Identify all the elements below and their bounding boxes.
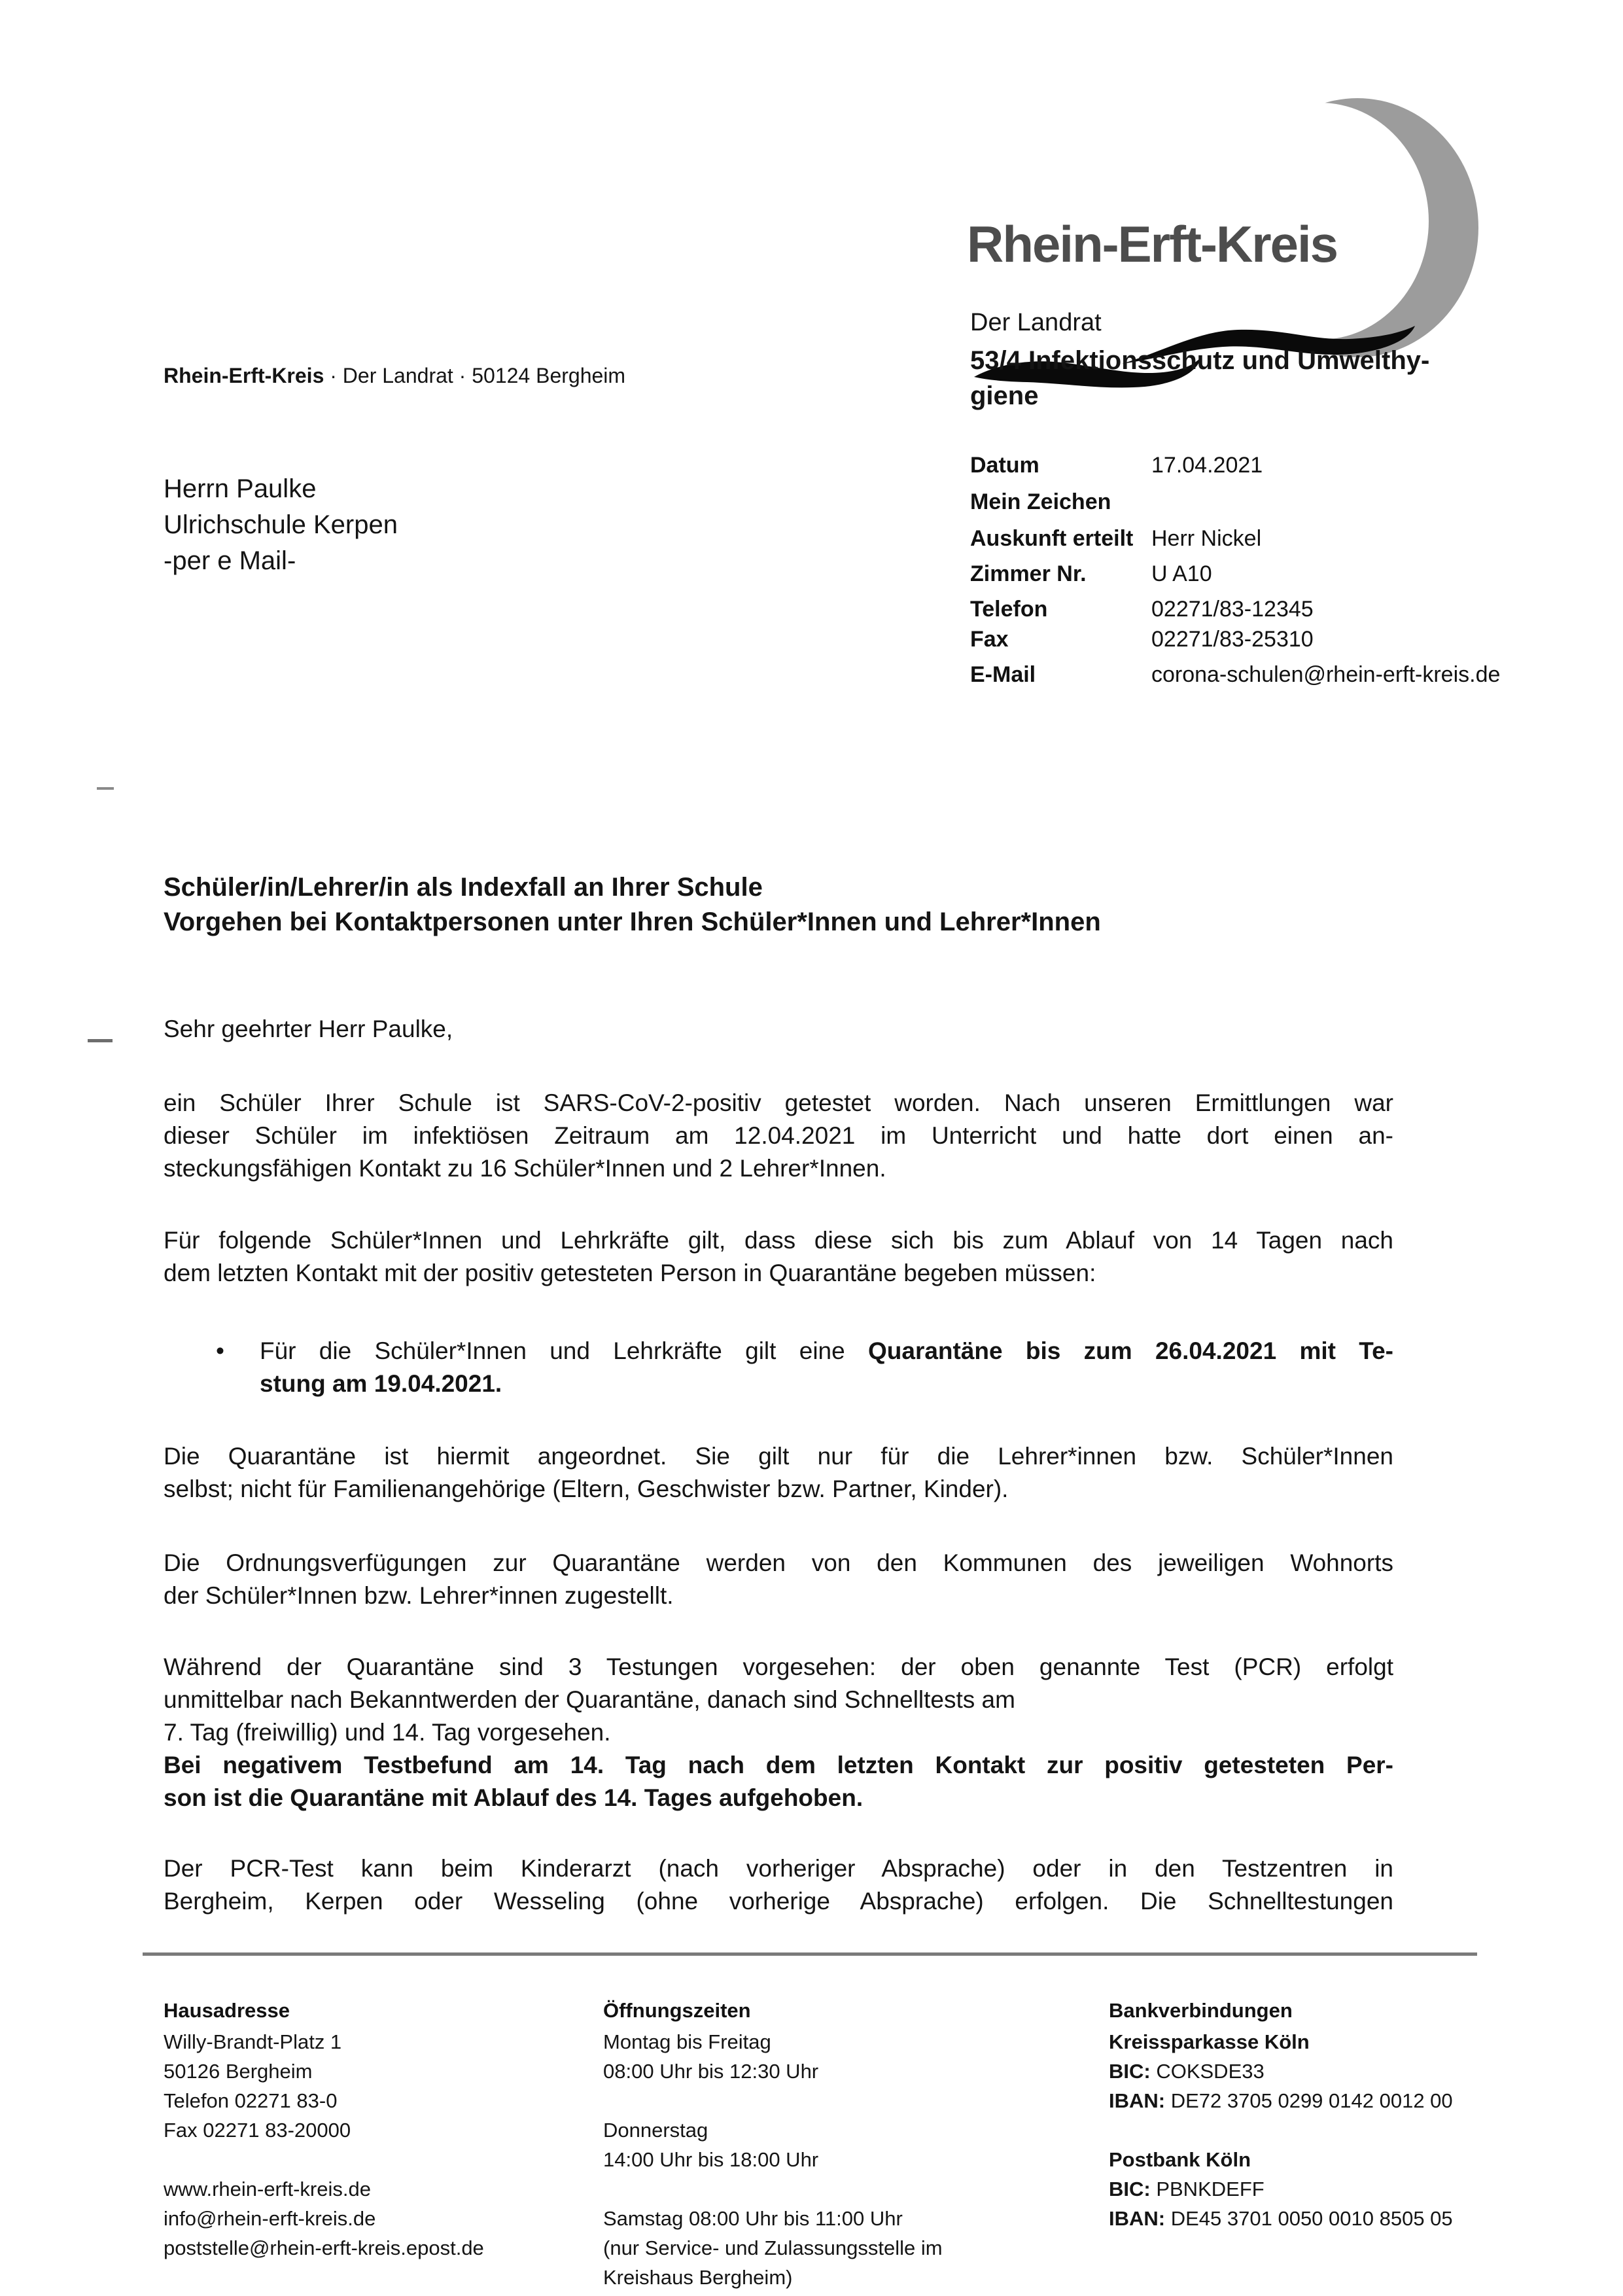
body-text-line: ein Schüler Ihrer Schule ist SARS-CoV-2-positiv getestet worden. Nach unseren Ermittlungen war: [164, 1089, 1393, 1116]
sender-line-bold: Rhein-Erft-Kreis: [164, 364, 324, 387]
iban-value: DE45 3701 0050 0010 8505 05: [1165, 2207, 1453, 2230]
meta-label: Auskunft erteilt: [970, 526, 1134, 551]
meta-value: Herr Nickel: [1151, 526, 1262, 551]
salutation: Sehr geehrter Herr Paulke,: [164, 1016, 453, 1042]
footer-bank-postbank: [1109, 2145, 1453, 2233]
logo-wordmark: Rhein-Erft-Kreis: [967, 215, 1338, 273]
meta-label: Telefon: [970, 597, 1048, 622]
footer-address-line: Telefon 02271 83-0: [164, 2089, 338, 2112]
fold-mark-top: [97, 787, 114, 790]
bank-iban-line: [1109, 2204, 1453, 2233]
bic-value: COKSDE33: [1150, 2060, 1265, 2083]
footer-hours-heading: Öffnungszeiten: [603, 1999, 751, 2022]
body-text-line: dem letzten Kontakt mit der positiv getesteten Person in Quarantäne begeben müssen:: [164, 1260, 1096, 1286]
bic-value: PBNKDEFF: [1150, 2178, 1265, 2200]
meta-label: Mein Zeichen: [970, 489, 1111, 514]
body-text-line: Die Ordnungsverfügungen zur Quarantäne werden von den Kommunen des jeweiligen Wohnorts: [164, 1549, 1393, 1576]
footer-hours-line: Samstag 08:00 Uhr bis 11:00 Uhr: [603, 2207, 903, 2230]
meta-value: 17.04.2021: [1151, 453, 1263, 478]
body-text-line: dieser Schüler im infektiösen Zeitraum am 12.04.2021 im Unterricht und hatte dort einen an-: [164, 1122, 1393, 1149]
body-text-line: steckungsfähigen Kontakt zu 16 Schüler*Innen und 2 Lehrer*Innen.: [164, 1155, 886, 1182]
unit-line-1: 53/4 Infektionsschutz und Umwelthy-: [970, 346, 1430, 375]
bullet-text-normal: Für die Schüler*Innen und Lehrkräfte gilt eine: [260, 1337, 868, 1364]
footer-address-line: Fax 02271 83-20000: [164, 2119, 351, 2142]
body-text-line: Bergheim, Kerpen oder Wesseling (ohne vorherige Absprache) erfolgen. Die Schnelltestungen: [164, 1888, 1393, 1915]
footer-address-line: Willy-Brandt-Platz 1: [164, 2030, 342, 2053]
unit-line-2: giene: [970, 381, 1039, 410]
body-text-line: Bei negativem Testbefund am 14. Tag nach dem letzten Kontakt zur positiv getesteten Per-: [164, 1752, 1393, 1778]
recipient-line: Ulrichschule Kerpen: [164, 510, 398, 539]
recipient-line: -per e Mail-: [164, 546, 296, 575]
body-text-line: Während der Quarantäne sind 3 Testungen vorgesehen: der oben genannte Test (PCR) erfolgt: [164, 1653, 1393, 1680]
bank-name: Postbank Köln: [1109, 2148, 1251, 2171]
paragraph-testungen: [164, 1651, 1393, 1814]
meta-value: U A10: [1151, 561, 1212, 586]
body-text-line: unmittelbar nach Bekanntwerden der Quarantäne, danach sind Schnelltests am: [164, 1686, 1015, 1713]
bullet-text-line: [260, 1335, 1393, 1368]
bullet-text-line: stung am 19.04.2021.: [260, 1370, 502, 1397]
paragraph-ordnungsverfuegungen: [164, 1547, 1393, 1612]
meta-label: Zimmer Nr.: [970, 561, 1087, 586]
bank-bic-line: [1109, 2057, 1453, 2086]
footer-banks-heading: Bankverbindungen: [1109, 1999, 1293, 2022]
footer-hours-saturday: [603, 2204, 943, 2292]
footer-hours-line: Kreishaus Bergheim): [603, 2266, 793, 2289]
recipient-line: Herrn Paulke: [164, 474, 317, 503]
body-text-line: selbst; nicht für Familienangehörige (Eltern, Geschwister bzw. Partner, Kinder).: [164, 1475, 1009, 1502]
paragraph-quarantine-scope: [164, 1440, 1393, 1506]
meta-label: E-Mail: [970, 662, 1036, 687]
bullet-marker: •: [216, 1337, 224, 1364]
footer-email-info: info@rhein-erft-kreis.de: [164, 2207, 376, 2230]
body-text-line: der Schüler*Innen bzw. Lehrer*innen zugestellt.: [164, 1582, 674, 1609]
bank-name: Kreissparkasse Köln: [1109, 2030, 1310, 2053]
meta-label: Fax: [970, 627, 1009, 652]
footer-address-block: [164, 2027, 351, 2145]
bank-bic-line: [1109, 2174, 1453, 2204]
department-line: Der Landrat: [970, 309, 1102, 336]
footer-hours-thursday: [603, 2115, 818, 2174]
footer-divider: [143, 1952, 1477, 1956]
footer-hours-line: Donnerstag: [603, 2119, 708, 2142]
body-text-line: son ist die Quarantäne mit Ablauf des 14. Tages aufgehoben.: [164, 1784, 864, 1811]
footer-hours-line: 14:00 Uhr bis 18:00 Uhr: [603, 2148, 819, 2171]
fold-mark-middle: [88, 1039, 113, 1042]
footer-address-line: 50126 Bergheim: [164, 2060, 313, 2083]
subject-line-1: Schüler/in/Lehrer/in als Indexfall an Ihrer Schule: [164, 873, 763, 902]
footer-hours-weekdays: [603, 2027, 818, 2086]
paragraph-infection-notice: [164, 1087, 1393, 1185]
footer-contact-block: [164, 2174, 484, 2263]
subject-line-2: Vorgehen bei Kontaktpersonen unter Ihren Schüler*Innen und Lehrer*Innen: [164, 908, 1101, 936]
paragraph-quarantine-rule: [164, 1224, 1393, 1290]
footer-address-heading: Hausadresse: [164, 1999, 290, 2022]
sender-line: [164, 364, 625, 388]
meta-value: 02271/83-12345: [1151, 597, 1314, 622]
footer-website: www.rhein-erft-kreis.de: [164, 2178, 371, 2200]
meta-value: corona-schulen@rhein-erft-kreis.de: [1151, 662, 1501, 687]
meta-label: Datum: [970, 453, 1039, 478]
footer-email-poststelle: poststelle@rhein-erft-kreis.epost.de: [164, 2236, 484, 2259]
footer-hours-line: (nur Service- und Zulassungsstelle im: [603, 2236, 943, 2259]
bullet-item-quarantine-dates: [260, 1335, 1393, 1400]
bullet-text-bold: Quarantäne bis zum 26.04.2021 mit Te-: [868, 1337, 1394, 1364]
footer-hours-line: Montag bis Freitag: [603, 2030, 771, 2053]
footer-hours-line: 08:00 Uhr bis 12:30 Uhr: [603, 2060, 819, 2083]
body-text-line: Die Quarantäne ist hiermit angeordnet. Sie gilt nur für die Lehrer*innen bzw. Schüler*Innen: [164, 1443, 1393, 1470]
bic-label: BIC:: [1109, 2178, 1151, 2200]
iban-label: IBAN:: [1109, 2207, 1166, 2230]
body-text-line: Der PCR-Test kann beim Kinderarzt (nach vorheriger Absprache) oder in den Testzentren in: [164, 1855, 1393, 1882]
sender-line-rest: · Der Landrat · 50124 Bergheim: [324, 364, 626, 387]
body-text-line: Für folgende Schüler*Innen und Lehrkräfte gilt, dass diese sich bis zum Ablauf von 14 Tagen nach: [164, 1227, 1393, 1254]
bank-iban-line: [1109, 2086, 1453, 2115]
body-text-line: 7. Tag (freiwillig) und 14. Tag vorgesehen.: [164, 1719, 611, 1746]
bic-label: BIC:: [1109, 2060, 1151, 2083]
meta-value: 02271/83-25310: [1151, 627, 1314, 652]
iban-value: DE72 3705 0299 0142 0012 00: [1165, 2089, 1453, 2112]
recipient-address: [164, 471, 398, 579]
footer-bank-kreissparkasse: [1109, 2027, 1453, 2115]
iban-label: IBAN:: [1109, 2089, 1166, 2112]
paragraph-pcr-test: [164, 1852, 1393, 1918]
